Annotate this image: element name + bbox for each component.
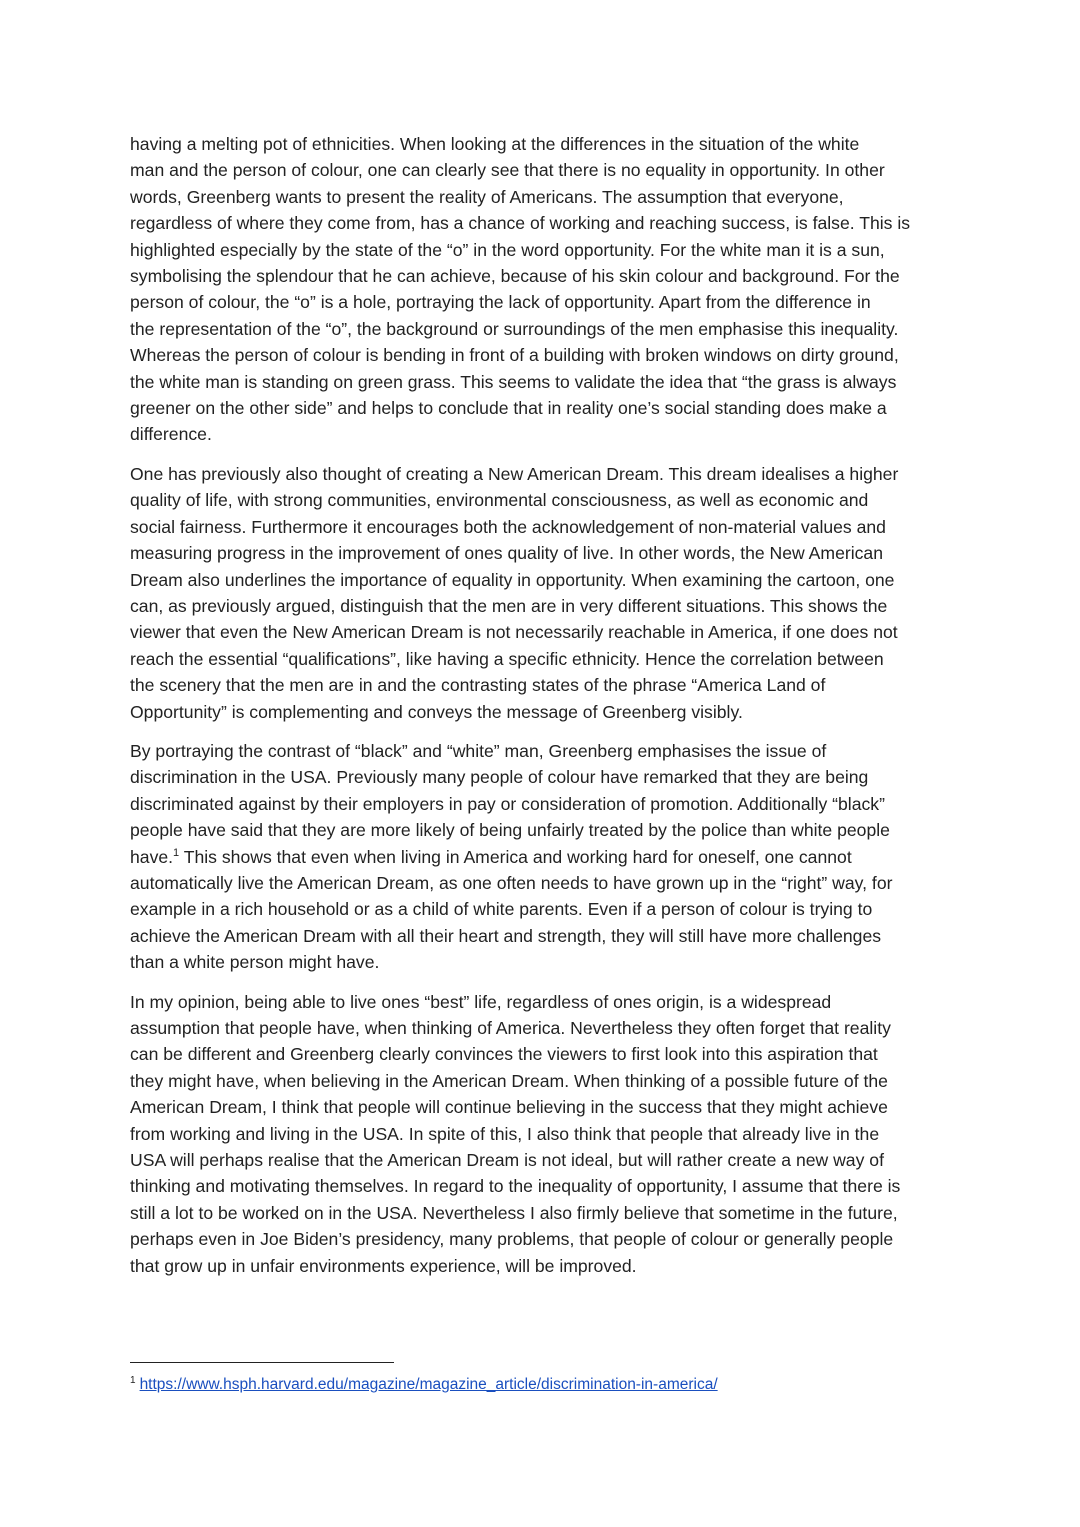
- text-line: than a white person might have.: [130, 952, 380, 973]
- paragraph-1: [130, 131, 952, 448]
- text-fragment: This shows that even when living in America and working hard for oneself, one cannot: [179, 846, 852, 867]
- text-line: the representation of the “o”, the background or surroundings of the men emphasise this inequality.: [130, 318, 899, 339]
- text-line: people have said that they are more likely of being unfairly treated by the police than white people: [130, 820, 890, 841]
- text-line-with-footnote: [130, 844, 952, 870]
- text-line: By portraying the contrast of “black” and “white” man, Greenberg emphasises the issue of: [130, 740, 827, 761]
- text-line: measuring progress in the improvement of ones quality of live. In other words, the New American: [130, 543, 883, 564]
- text-line: example in a rich household or as a child of white parents. Even if a person of colour is trying to: [130, 899, 873, 920]
- text-line: Dream also underlines the importance of equality in opportunity. When examining the cartoon, one: [130, 569, 895, 590]
- text-line: Whereas the person of colour is bending in front of a building with broken windows on dirty ground,: [130, 345, 899, 366]
- text-line: person of colour, the “o” is a hole, portraying the lack of opportunity. Apart from the difference in: [130, 292, 871, 313]
- text-line: difference.: [130, 424, 212, 445]
- text-line: achieve the American Dream with all their heart and strength, they will still have more challenges: [130, 925, 882, 946]
- text-line: One has previously also thought of creating a New American Dream. This dream idealises a higher: [130, 463, 899, 484]
- footnote-number: 1: [130, 1374, 136, 1386]
- footnote-reference[interactable]: 1: [173, 846, 180, 859]
- body-text: [130, 131, 952, 1292]
- footnote-separator: [130, 1362, 394, 1363]
- text-line: social fairness. Furthermore it encourages both the acknowledgement of non-material values and: [130, 516, 886, 537]
- footnote: [130, 1374, 718, 1396]
- text-line: thinking and motivating themselves. In regard to the inequality of opportunity, I assume that there is: [130, 1176, 901, 1197]
- text-line: greener on the other side” and helps to conclude that in reality one’s social standing does make a: [130, 398, 887, 419]
- text-line: viewer that even the New American Dream is not necessarily reachable in America, if one does not: [130, 622, 898, 643]
- text-line: automatically live the American Dream, as one often needs to have grown up in the “right” way, for: [130, 872, 893, 893]
- text-line: Opportunity” is complementing and conveys the message of Greenberg visibly.: [130, 701, 743, 722]
- text-line: quality of life, with strong communities, environmental consciousness, as well as economic and: [130, 490, 869, 511]
- text-line: American Dream, I think that people will continue believing in the success that they might achieve: [130, 1097, 888, 1118]
- text-line: that grow up in unfair environments experience, will be improved.: [130, 1255, 637, 1276]
- footnote-link[interactable]: https://www.hsph.harvard.edu/magazine/magazine_article/discrimination-in-america/: [139, 1376, 718, 1393]
- text-line: the white man is standing on green grass. This seems to validate the idea that “the grass is always: [130, 371, 897, 392]
- text-line: regardless of where they come from, has a chance of working and reaching success, is false. This is: [130, 213, 911, 234]
- text-line: In my opinion, being able to live ones “best” life, regardless of ones origin, is a widespread: [130, 991, 832, 1012]
- paragraph-2: [130, 461, 952, 725]
- text-line: the scenery that the men are in and the contrasting states of the phrase “America Land of: [130, 675, 826, 696]
- text-line: can be different and Greenberg clearly convinces the viewers to first look into this aspiration that: [130, 1044, 878, 1065]
- text-line: USA will perhaps realise that the American Dream is not ideal, but will rather create a new way of: [130, 1150, 884, 1171]
- text-line: assumption that people have, when thinking of America. Nevertheless they often forget that reality: [130, 1018, 891, 1038]
- text-line: highlighted especially by the state of the “o” in the word opportunity. For the white man it is a sun,: [130, 239, 885, 260]
- text-line: from working and living in the USA. In spite of this, I also think that people that already live in the: [130, 1123, 880, 1144]
- text-line: discriminated against by their employers in pay or consideration of promotion. Additionally “black”: [130, 793, 885, 814]
- text-line: words, Greenberg wants to present the reality of Americans. The assumption that everyone,: [130, 186, 844, 207]
- text-fragment: have.: [130, 846, 174, 867]
- paragraph-3: [130, 738, 952, 976]
- text-line: man and the person of colour, one can clearly see that there is no equality in opportunity. In other: [130, 160, 885, 181]
- text-line: having a melting pot of ethnicities. When looking at the differences in the situation of the white: [130, 134, 860, 154]
- text-line: symbolising the splendour that he can achieve, because of his skin colour and background. For the: [130, 266, 900, 287]
- text-line: perhaps even in Joe Biden’s presidency, many problems, that people of colour or generally people: [130, 1229, 894, 1250]
- paragraph-4: [130, 989, 952, 1279]
- text-line: they might have, when believing in the American Dream. When thinking of a possible future of the: [130, 1070, 888, 1091]
- text-line: discrimination in the USA. Previously many people of colour have remarked that they are being: [130, 767, 869, 788]
- text-line: reach the essential “qualifications”, like having a specific ethnicity. Hence the correlation between: [130, 648, 884, 669]
- text-line: still a lot to be worked on in the USA. Nevertheless I also firmly believe that sometime in the future,: [130, 1202, 898, 1223]
- text-line: can, as previously argued, distinguish that the men are in very different situations. This shows the: [130, 595, 888, 616]
